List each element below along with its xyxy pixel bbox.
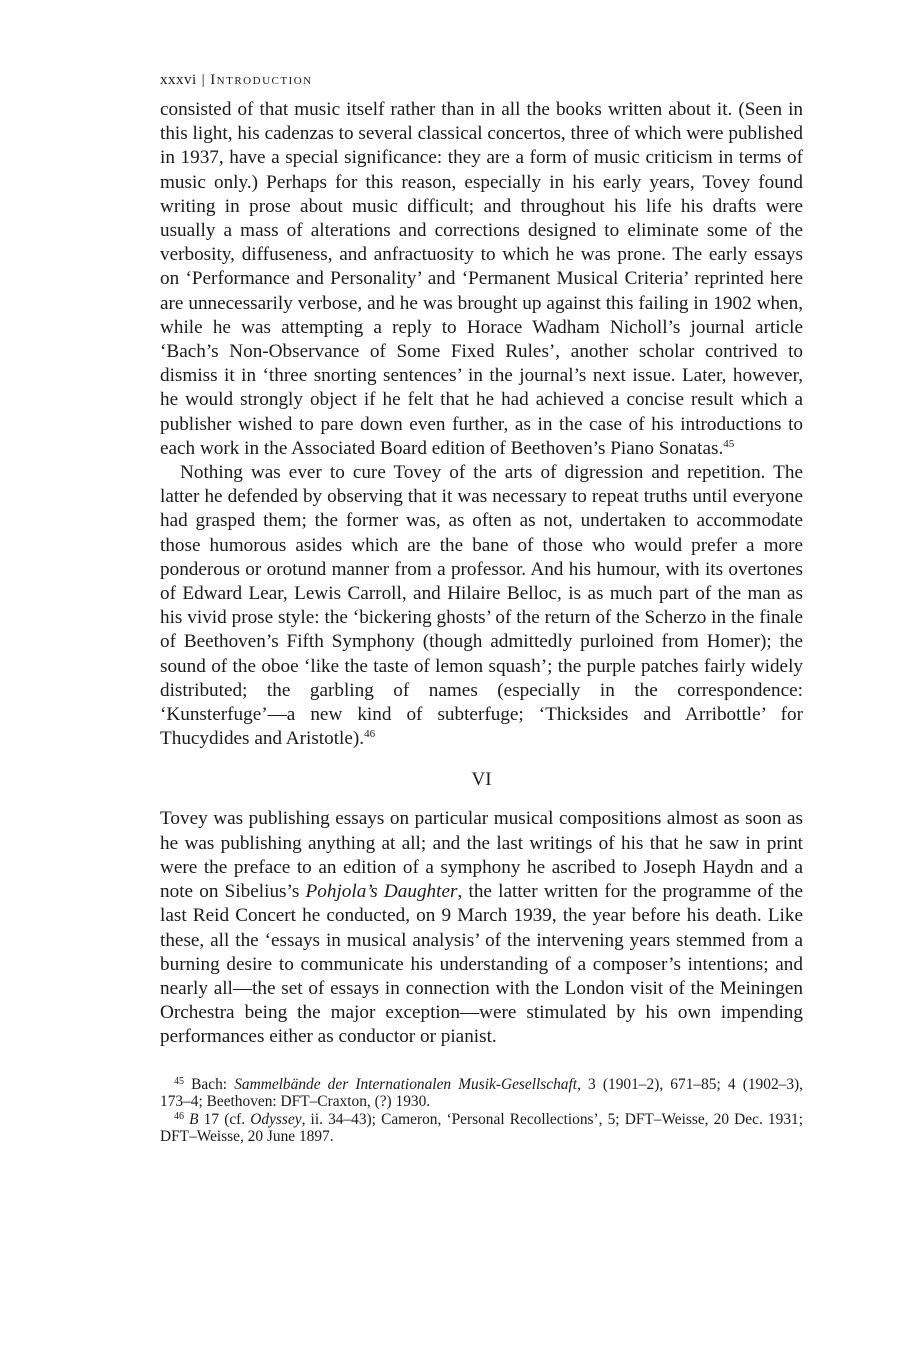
paragraph-text: Nothing was ever to cure Tovey of the arts of digression and repetition. The latter he defended by observing that it was necessary to repeat truths until everyone had grasped them; the former was, as often as not, undertaken to accommodate those humorous asides which are the bane of those who would prefer a more ponderous or orotund manner from a professor. And his humour, with its overtones of Edward Lear, Lewis Carroll, and Hilaire Belloc, is as much part of the man as his vivid prose style: the ‘bickering ghosts’ of the return of the Scherzo in the finale of Beethoven’s Fifth Symphony (though admittedly purloined from Homer); the sound of the oboe ‘like the taste of lemon squash’; the purple patches fairly widely distributed; the garbling of names (especially in the correspondence: ‘Kunsterfuge’—a new kind of subterfuge; ‘Thicksides and Arribottle’ for Thucydides and Aristotle). (160, 462, 803, 750)
running-head-separator: | (201, 72, 206, 88)
footnote (160, 1111, 803, 1146)
footnote-text: , ii. 34–43); Cameron, ‘Personal Recollections’, 5; DFT–Weisse, 20 Dec. 1931; DFT–Weisse, 20 June 1897. (160, 1110, 803, 1146)
footnote-italic: B (189, 1110, 199, 1128)
body-paragraph (160, 461, 803, 751)
paragraph-text: Tovey was publishing essays on particular musical compositions almost as soon as he was publishing anything at all; and the last writings of his that he saw in print were the preface to an edition of a symphony he ascribed to Joseph Haydn and a note on Sibelius’s (160, 808, 803, 903)
section-heading: VI (471, 769, 492, 791)
footnote-ref[interactable]: 46 (364, 728, 376, 741)
footnote-text: 17 (cf. (198, 1110, 251, 1128)
footnote-number: 46 (174, 1110, 184, 1122)
body-paragraph (160, 98, 803, 461)
work-title: Pohjola’s Daughter (305, 881, 458, 903)
footnote-text: , 3 (1901–2), 671–85; 4 (1902–3), 173–4; Beethoven: DFT–Craxton, (?) 1930. (160, 1075, 804, 1111)
running-head (160, 72, 803, 92)
paragraph-text: consisted of that music itself rather than in all the books written about it. (Seen in this light, his cadenzas to several classical concertos, three of which were published in 1937, have a special significance: they are a form of music criticism in terms of music only.) Perhaps for this reason, especially in his early years, Tovey found writing in prose about music difficult; and throughout his life his drafts were usually a mass of alterations and corrections designed to eliminate some of the verbosity, diffuseness, and anfractuosity to which he was prone. The early essays on ‘Performance and Personality’ and ‘Permanent Musical Criteria’ reprinted here are unnecessarily verbose, and he was brought up against this failing in 1902 when, while he was attempting a reply to Horace Wadham Nicholl’s journal article ‘Bach’s Non-Observance of Some Fixed Rules’, another scholar contrived to dismiss it in ‘three snorting sentences’ in the journal’s next issue. Later, however, he would strongly object if he felt that he had achieved a concise result which a publisher wished to pare down even further, as in the case of his introductions to each work in the Associated Board edition of Beethoven’s Piano Sonatas. (160, 99, 803, 459)
body-paragraph (160, 807, 803, 1049)
paragraph-text: , the latter written for the programme of the last Reid Concert he conducted, on 9 March 1939, the year before his death. Like these, all the ‘essays in musical analysis’ of the intervening years stemmed from a burning desire to communicate his understanding of a composer’s intentions; and nearly all—the set of essays in connection with the London visit of the Meiningen Orchestra being the major exception—were stimulated by his own impending performances either as conductor or pianist. (160, 881, 803, 1048)
footnote-italic: Sammelbände der Internationalen Musik-Gesellschaft (234, 1075, 578, 1093)
page-number: xxxvi (160, 72, 197, 88)
footnote-text: Bach: (191, 1075, 235, 1093)
footnote-number: 45 (174, 1075, 184, 1087)
footnote (160, 1076, 803, 1111)
running-head-title: Introduction (210, 72, 313, 88)
footnotes (160, 1076, 803, 1146)
footnote-italic: Odyssey (250, 1110, 302, 1128)
footnote-ref[interactable]: 45 (723, 437, 735, 450)
page (160, 72, 803, 1146)
